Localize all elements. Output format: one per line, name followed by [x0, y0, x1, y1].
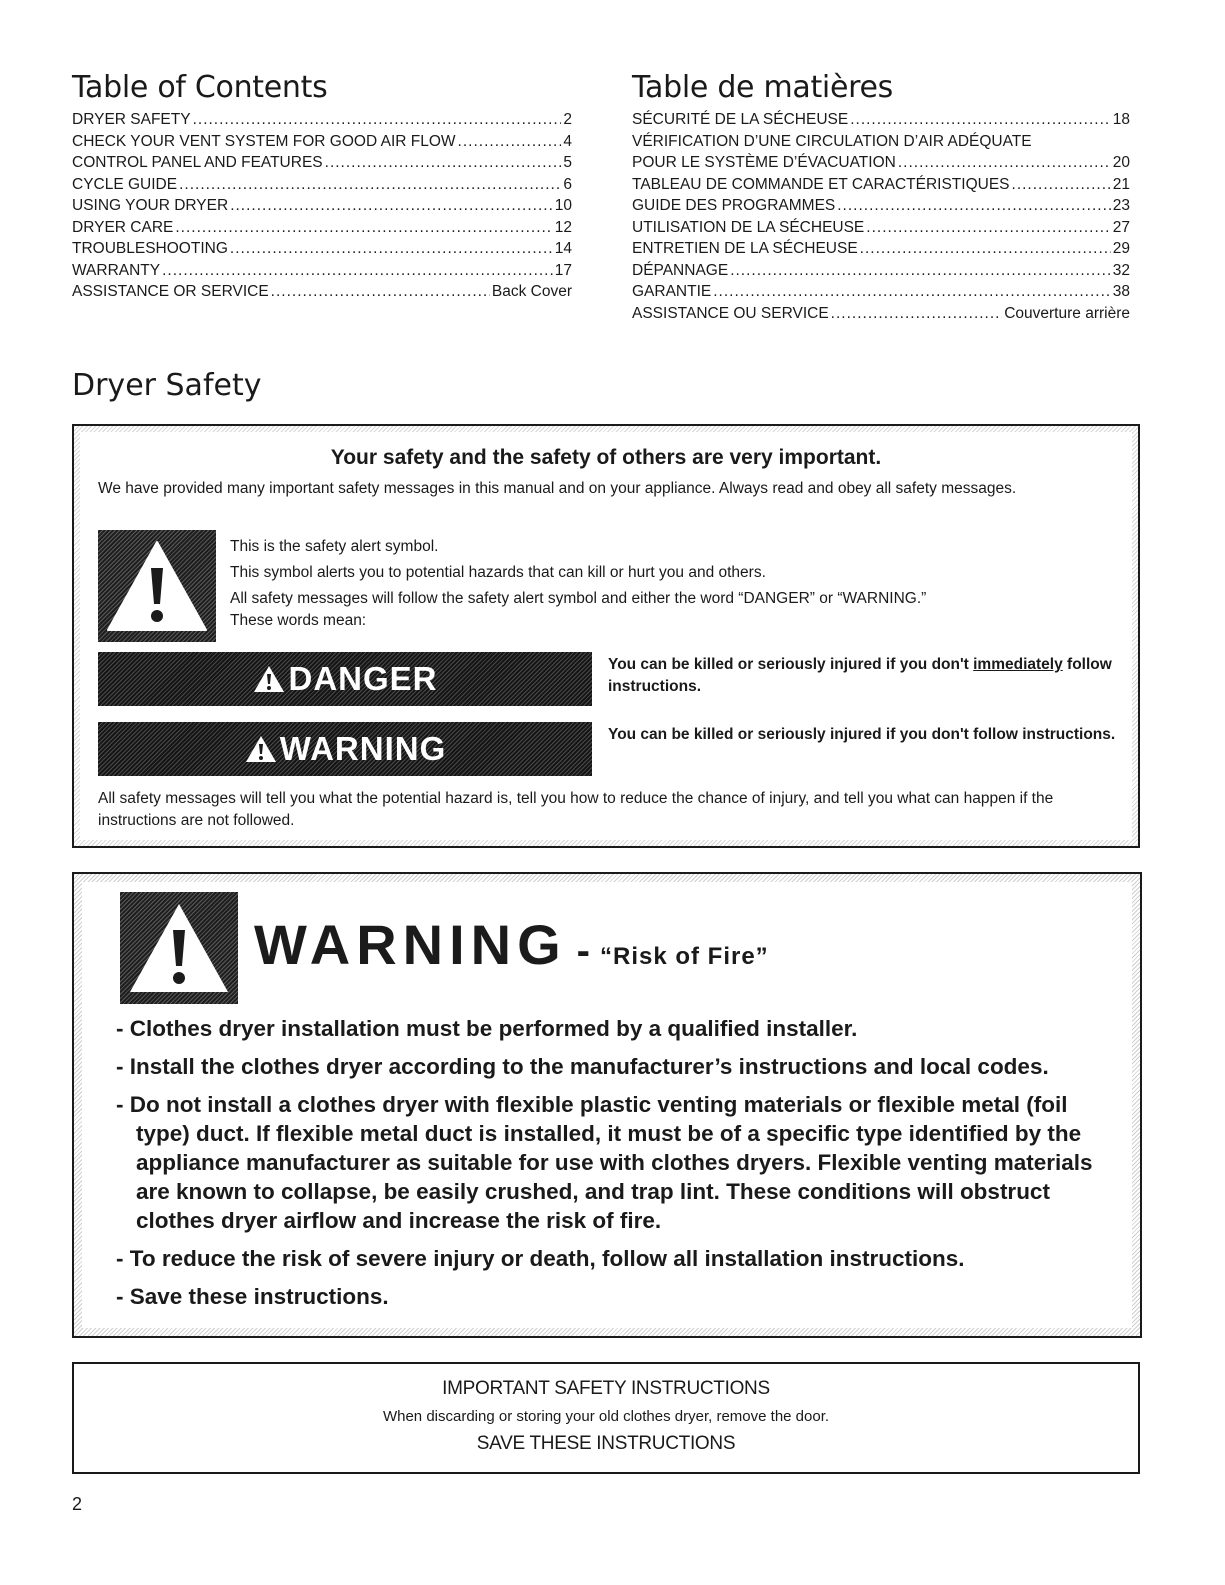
toc-entry — [72, 195, 572, 217]
fire-heading-dash: - — [576, 929, 590, 973]
danger-desc-pre: You can be killed or seriously injured if you don't — [608, 656, 974, 673]
toc-leader — [831, 303, 1003, 325]
fire-instruction: - Clothes dryer installation must be performed by a qualified installer. — [116, 1016, 858, 1041]
toc-entry — [72, 109, 572, 131]
toc-entry — [72, 217, 572, 239]
toc-entry-page: 5 — [563, 154, 572, 171]
warning-pill — [234, 729, 457, 769]
toc-entry-label: DRYER SAFETY — [72, 111, 191, 128]
important-body: When discarding or storing your old clothes dryer, remove the door. — [382, 1408, 830, 1425]
toc-entry — [72, 174, 572, 196]
danger-description — [608, 654, 1128, 698]
toc-entry-label: USING YOUR DRYER — [72, 197, 229, 214]
toc-entry — [632, 238, 1130, 260]
toc-entry-label: VÉRIFICATION D’UNE CIRCULATION D’AIR ADÉQUATE — [632, 132, 1032, 150]
toc-list — [72, 109, 572, 303]
toc-entry — [632, 109, 1130, 131]
warning-signal-bar — [98, 722, 592, 776]
toc-english — [72, 70, 572, 303]
toc-entry-label: SÉCURITÉ DE LA SÉCHEUSE — [632, 111, 849, 128]
toc-entry-page: Couverture arrière — [1004, 304, 1130, 322]
fire-heading-word: WARNING — [254, 913, 567, 976]
toc-entry — [632, 174, 1130, 196]
alert-line: This symbol alerts you to potential hazards that can kill or hurt you and others. — [230, 564, 766, 581]
danger-desc-post: follow instructions. — [608, 656, 1112, 695]
toc-leader — [860, 238, 1111, 260]
toc-entry — [72, 281, 572, 303]
toc-entry-label: DÉPANNAGE — [632, 261, 729, 279]
safety-alert-icon — [98, 530, 216, 642]
toc-entry-page: 23 — [1112, 197, 1130, 214]
toc-entry-page: 21 — [1112, 175, 1130, 193]
toc-entry-label: UTILISATION DE LA SÉCHEUSE — [632, 218, 865, 236]
alert-line: These words mean: — [230, 612, 367, 629]
alert-description — [230, 534, 1090, 630]
toc-entry — [632, 281, 1130, 303]
important-instructions-box — [72, 1362, 1140, 1474]
safety-heading: Your safety and the safety of others are very important. — [330, 446, 882, 469]
danger-desc-emphasis: immediately — [973, 656, 1063, 673]
toc-entry-label: ASSISTANCE OR SERVICE — [72, 283, 269, 300]
safety-alert-icon — [120, 892, 238, 1004]
important-title: IMPORTANT SAFETY INSTRUCTIONS — [442, 1378, 770, 1399]
toc-entry-page: Back Cover — [491, 283, 572, 300]
fire-instruction: - Install the clothes dryer according to the manufacturer’s instructions and local codes. — [116, 1054, 1049, 1079]
page-number: 2 — [72, 1494, 83, 1514]
toc-entry-page: 18 — [1112, 111, 1130, 128]
toc-entry-page: 20 — [1112, 154, 1130, 171]
toc-entry-label: CYCLE GUIDE — [72, 175, 178, 193]
toc-entry-label: CHECK YOUR VENT SYSTEM FOR GOOD AIR FLOW — [72, 132, 456, 150]
toc-entry — [632, 303, 1130, 325]
safety-inner — [80, 432, 1132, 840]
toc-entry-page: 10 — [554, 197, 572, 214]
toc-leader — [179, 174, 561, 196]
toc-leader — [458, 131, 562, 153]
toc-entry-label: POUR LE SYSTÈME D’ÉVACUATION — [632, 154, 896, 171]
toc-entry-label: TABLEAU DE COMMANDE ET CARACTÉRISTIQUES — [632, 175, 1010, 193]
toc-leader — [175, 217, 552, 239]
toc-entry — [632, 260, 1130, 282]
toc-entry-label: GUIDE DES PROGRAMMES — [632, 197, 836, 214]
danger-pill — [242, 659, 447, 699]
toc-entry-label: TROUBLESHOOTING — [72, 240, 228, 257]
alert-line: This is the safety alert symbol. — [230, 538, 439, 555]
toc-leader — [1012, 174, 1111, 196]
toc-entry-page: 32 — [1112, 261, 1130, 279]
toc-entry-label: ASSISTANCE OU SERVICE — [632, 304, 829, 322]
fire-subheading: “Risk of Fire” — [599, 943, 769, 970]
toc-leader — [713, 281, 1111, 303]
toc-entry-label: ENTRETIEN DE LA SÉCHEUSE — [632, 240, 858, 257]
toc-list — [632, 109, 1130, 324]
toc-leader — [850, 109, 1111, 131]
danger-signal-bar — [98, 652, 592, 706]
toc-entry — [72, 131, 572, 153]
toc-entry — [72, 238, 572, 260]
warning-description: You can be killed or seriously injured if you don't follow instructions. — [608, 726, 1116, 743]
warning-label: WARNING — [279, 730, 447, 767]
safety-messages-box — [72, 424, 1140, 848]
toc-leader — [325, 152, 562, 174]
fire-warning-box — [72, 872, 1142, 1338]
toc-entry-page: 14 — [554, 240, 572, 257]
fire-instructions-list — [116, 1014, 1126, 1320]
toc-entry — [72, 152, 572, 174]
alert-line: All safety messages will follow the safety alert symbol and either the word “DANGER” or “WARNING.” — [230, 590, 927, 607]
safety-intro: We have provided many important safety messages in this manual and on your appliance. Always read and obey all safety messages. — [98, 480, 1017, 497]
toc-leader — [162, 260, 553, 282]
toc-entry-page: 2 — [563, 111, 572, 128]
toc-entry-label: DRYER CARE — [72, 218, 174, 236]
toc-entry — [72, 260, 572, 282]
toc-entry-page: 17 — [554, 261, 572, 279]
toc-leader — [837, 195, 1111, 217]
alert-triangle-icon — [244, 734, 278, 764]
toc-title: Table of Contents — [72, 70, 328, 105]
toc-entry — [632, 195, 1130, 217]
danger-label: DANGER — [288, 660, 438, 697]
toc-entry-label: GARANTIE — [632, 283, 712, 300]
toc-leader — [193, 109, 562, 131]
toc-leader — [898, 152, 1111, 174]
section-title: Dryer Safety — [72, 368, 262, 403]
toc-entry-page: 29 — [1112, 240, 1130, 257]
fire-instruction: - Do not install a clothes dryer with flexible plastic venting materials or flexible metal (foil type) duct. If flexible metal duct is installed, it must be of a specific type identified by the appliance manufacturer as suitable for use with clothes dryers. Flexible venting materials are known to collapse, be easily crushed, and trap lint. These conditions will obstruct clothes dryer airflow and increase the risk of fire. — [116, 1092, 1093, 1233]
toc-leader — [866, 217, 1110, 239]
fire-instruction: - Save these instructions. — [116, 1284, 389, 1309]
alert-triangle-icon — [252, 664, 286, 694]
important-save: SAVE THESE INSTRUCTIONS — [476, 1433, 736, 1454]
toc-entry-page: 6 — [563, 175, 572, 193]
toc-entry — [632, 152, 1130, 174]
toc-title: Table de matières — [632, 70, 893, 105]
toc-leader — [230, 238, 553, 260]
toc-french — [632, 70, 1130, 324]
fire-instruction: - To reduce the risk of severe injury or death, follow all installation instructions. — [116, 1246, 965, 1271]
toc-entry-label: WARRANTY — [72, 261, 161, 279]
toc-entry-page: 12 — [554, 218, 572, 236]
toc-leader — [230, 195, 553, 217]
toc-entry-label: CONTROL PANEL AND FEATURES — [72, 154, 323, 171]
toc-entry-continued — [632, 131, 1130, 153]
toc-leader — [271, 281, 490, 303]
toc-entry-page: 27 — [1112, 218, 1130, 236]
safety-outro: All safety messages will tell you what the potential hazard is, tell you how to reduce the chance of injury, and tell you what can happen if the instructions are not followed. — [98, 790, 1054, 829]
toc-entry-page: 38 — [1112, 283, 1130, 300]
toc-entry-page: 4 — [563, 132, 572, 150]
fire-heading — [254, 912, 769, 977]
fire-inner — [82, 882, 1132, 1328]
toc-entry — [632, 217, 1130, 239]
toc-leader — [730, 260, 1111, 282]
